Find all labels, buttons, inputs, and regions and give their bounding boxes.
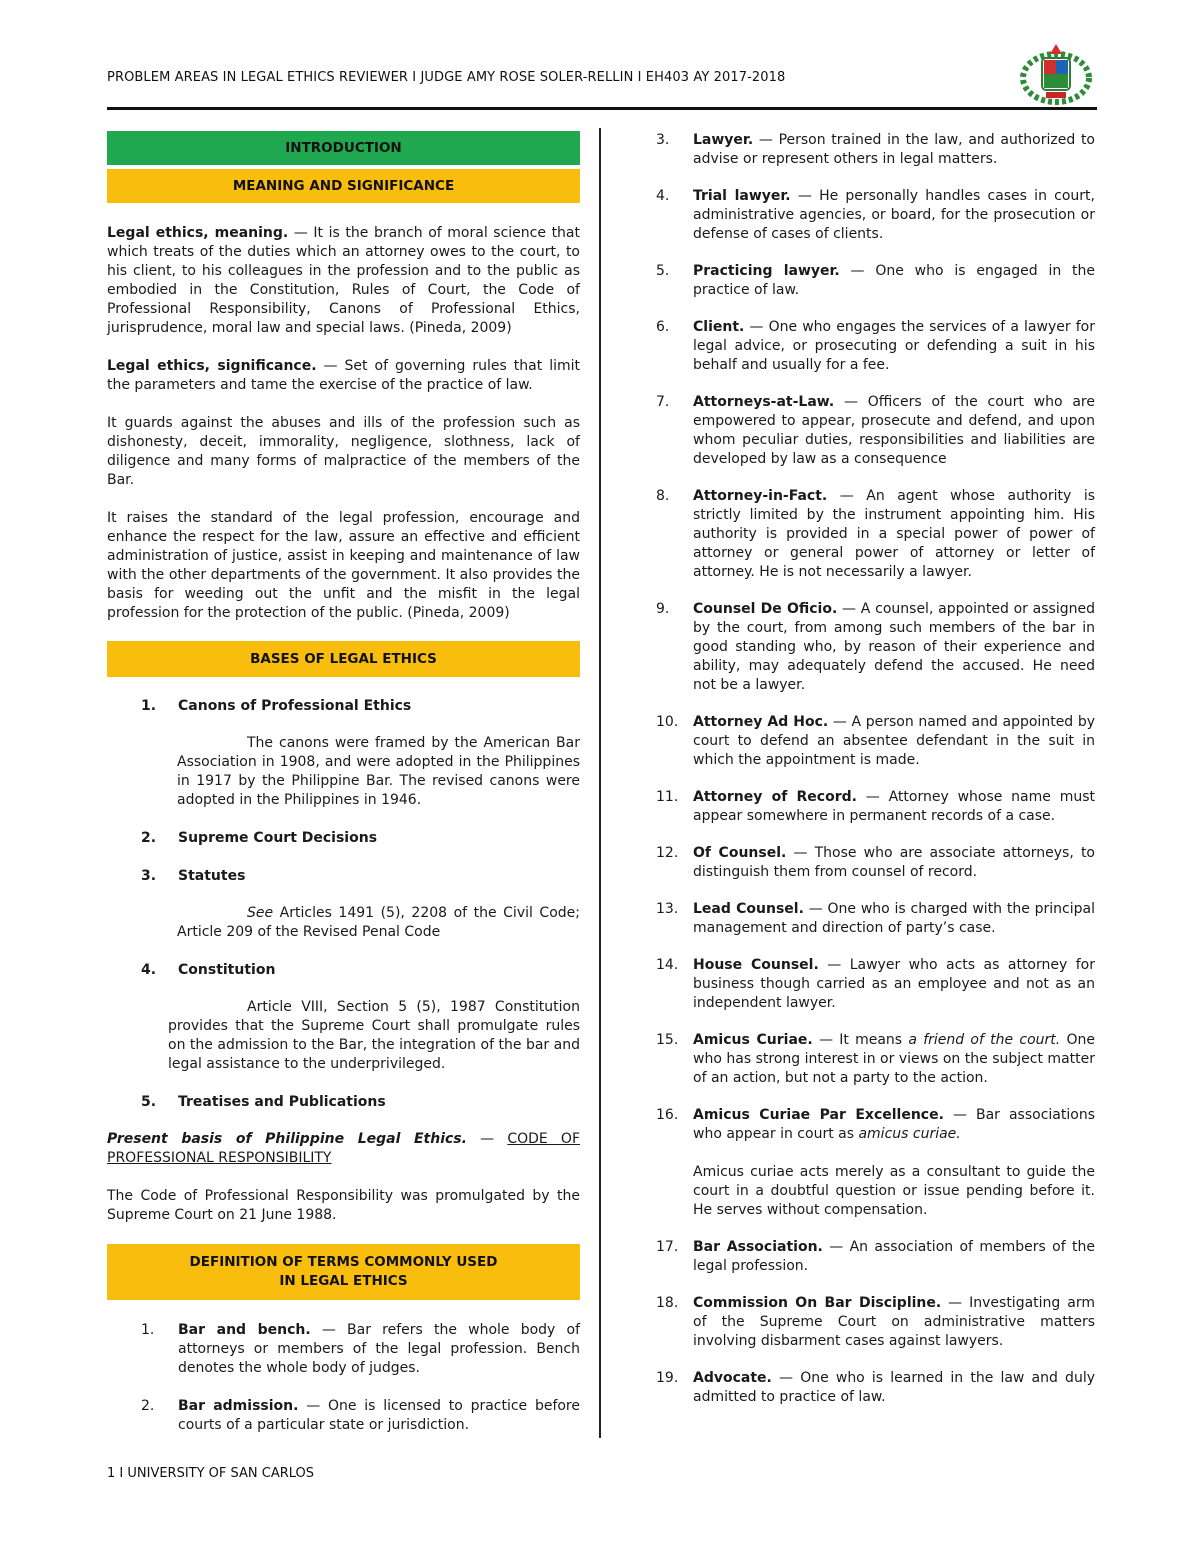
definition-text: — He personally handles cases in court, administrative agencies, or board, for the prosecution or defense of cases of clients. — [693, 188, 1095, 242]
guards-paragraph: It guards against the abuses and ills of the profession such as dishonesty, deceit, immorality, negligence, slothness, lack of diligence and many forms of malpractice of the members of the Bar. — [107, 415, 580, 488]
section-band-definitions — [107, 1244, 580, 1300]
definition-text: — An agent whose authority is strictly limited by the instrument appointing him. His authority is provided in a special power of power of attorney or general power of attorney or letter of attorney. He is not necessarily a lawyer. — [693, 488, 1095, 580]
item-number: 13. — [656, 901, 679, 917]
item-number: 7. — [656, 394, 670, 410]
definition-item — [656, 1031, 1095, 1088]
term: Trial lawyer. — [693, 188, 791, 204]
definition-item — [656, 600, 1095, 695]
definition-paragraph — [693, 1294, 1095, 1351]
bases-item — [107, 867, 580, 886]
item-number: 5. — [656, 263, 670, 279]
item-number: 5. — [141, 1094, 157, 1110]
term: Amicus Curiae Par Excellence. — [693, 1107, 944, 1123]
raises-paragraph: It raises the standard of the legal profession, encourage and enhance the respect for the law, assure an effective and efficient administration of justice, assist in keeping and maintenance of law with the other departments of the government. It also provides the basis for weeding out the unfit and the misfit in the legal profession for the protection of the public. (Pineda, 2009) — [107, 510, 580, 621]
term: Attorney-in-Fact. — [693, 488, 828, 504]
item-number: 4. — [141, 962, 157, 978]
definition-text: — Bar associations who appear in court as — [693, 1107, 1095, 1142]
definition-item — [656, 1106, 1095, 1220]
definition-paragraph — [693, 318, 1095, 375]
definition-text: — Set of governing rules that limit the parameters and tame the exercise of the practice of law. — [107, 358, 580, 393]
band-label: BASES OF LEGAL ETHICS — [250, 650, 437, 667]
definition-paragraph — [693, 262, 1095, 300]
term: Attorney Ad Hoc. — [693, 714, 829, 730]
term: Bar admission. — [178, 1398, 299, 1414]
definition-item — [107, 1397, 580, 1435]
definition-text: — It is the branch of moral science that which treats of the duties which an attorney owes to the court, to his client, to his colleagues in the profession and to the public as embodied in the Constitution, Rules of Court, the Code of Professional Responsibility, Canons of Professional Ethics, jurisprudence, moral law and special laws. (Pineda, 2009) — [107, 225, 580, 336]
bases-item — [107, 961, 580, 980]
definition-text: — A person named and appointed by court to defend an absentee defendant in the suit in which the appointment is made. — [693, 714, 1095, 768]
term: Bar Association. — [693, 1239, 823, 1255]
term: Of Counsel. — [693, 845, 787, 861]
bases-item — [107, 1093, 580, 1112]
definition-text: — It means — [812, 1032, 909, 1048]
item-number: 14. — [656, 957, 679, 973]
definition-text: — An association of members of the legal profession. — [693, 1239, 1095, 1274]
definition-item — [656, 187, 1095, 244]
present-basis-paragraph — [107, 1130, 580, 1168]
definition-paragraph — [693, 1369, 1095, 1407]
definition-paragraph — [693, 956, 1095, 1013]
item-title: Treatises and Publications — [178, 1094, 386, 1110]
definition-extra: Amicus curiae acts merely as a consultant to guide the court in a doubtful question or issue pending before it. He serves without compensation. — [693, 1164, 1095, 1218]
item-number: 1. — [141, 698, 157, 714]
definition-paragraph — [693, 600, 1095, 695]
item-number: 6. — [656, 319, 670, 335]
item-number: 11. — [656, 789, 679, 805]
definition-item — [656, 1238, 1095, 1276]
bases-item-text — [177, 904, 580, 942]
header-rule — [107, 107, 1097, 110]
see-label: See — [247, 905, 274, 921]
definition-item — [656, 844, 1095, 882]
item-title: Supreme Court Decisions — [178, 830, 378, 846]
definition-paragraph — [693, 713, 1095, 770]
definition-text: — One who engages the services of a lawyer for legal advice, or prosecuting or defending a suit in his behalf and usually for a fee. — [693, 319, 1095, 373]
term: Counsel De Oficio. — [693, 601, 838, 617]
definition-paragraph — [693, 788, 1095, 826]
definition-text: — One who is engaged in the practice of law. — [693, 263, 1096, 298]
term: House Counsel. — [693, 957, 819, 973]
section-band-bases — [107, 641, 580, 677]
definition-text: — Officers of the court who are empowered to appear, prosecute and defend, and upon whom peculiar duties, responsibilities and liabilities are developed by law as a consequence — [693, 394, 1095, 467]
definition-italic: amicus curiae. — [858, 1126, 961, 1142]
item-number: 3. — [656, 132, 670, 148]
definition-item — [656, 131, 1095, 169]
item-number: 16. — [656, 1107, 679, 1123]
definition-text: — Those who are associate attorneys, to distinguish them from counsel of record. — [693, 845, 1095, 880]
definition-item — [656, 262, 1095, 300]
section-band-meaning — [107, 169, 580, 203]
item-number: 1. — [141, 1322, 155, 1338]
definition-text: — Attorney whose name must appear somewhere in permanent records of a case. — [693, 789, 1095, 824]
bases-item-text: Article VIII, Section 5 (5), 1987 Constitution provides that the Supreme Court shall promulgate rules on the admission to the Bar, the integration of the bar and legal assistance to the underprivileged. — [168, 999, 580, 1072]
page-header-title: PROBLEM AREAS IN LEGAL ETHICS REVIEWER I JUDGE AMY ROSE SOLER-RELLIN I EH403 AY 2017-2018 — [107, 70, 786, 85]
term: Attorney of Record. — [693, 789, 857, 805]
term: Legal ethics, meaning. — [107, 225, 289, 241]
definition-item — [656, 1294, 1095, 1351]
item-number: 19. — [656, 1370, 679, 1386]
term: Amicus Curiae. — [693, 1032, 813, 1048]
definition-item — [656, 318, 1095, 375]
definition-item — [656, 900, 1095, 938]
term: Attorneys-at-Law. — [693, 394, 835, 410]
item-title: Statutes — [178, 868, 246, 884]
definition-item — [656, 487, 1095, 582]
definition-item — [656, 713, 1095, 770]
band-label-line1: DEFINITION OF TERMS COMMONLY USED — [189, 1254, 498, 1270]
item-number: 9. — [656, 601, 670, 617]
item-number: 17. — [656, 1239, 679, 1255]
definition-paragraph — [693, 187, 1095, 244]
page-footer: 1 I UNIVERSITY OF SAN CARLOS — [107, 1466, 315, 1481]
definition-text: — A counsel, appointed or assigned by the court, from among such members of the bar in good standing who, by reason of their experience and ability, may adequately defend the accused. He need not be a lawyer. — [693, 601, 1095, 693]
code-paragraph: The Code of Professional Responsibility was promulgated by the Supreme Court on 21 June 1988. — [107, 1188, 580, 1223]
definition-paragraph — [693, 844, 1095, 882]
item-title: Constitution — [178, 962, 276, 978]
definition-text: — Lawyer who acts as attorney for business though carried as an employee and not as an independent lawyer. — [693, 957, 1095, 1011]
column-divider — [599, 128, 601, 1438]
term: Practicing lawyer. — [693, 263, 840, 279]
left-column — [107, 131, 580, 1435]
section-band-introduction — [107, 131, 580, 165]
present-basis-dash: — — [466, 1131, 508, 1147]
definition-item — [656, 788, 1095, 826]
item-number: 3. — [141, 868, 157, 884]
definition-paragraph — [693, 900, 1095, 938]
statutes-text: Articles 1491 (5), 2208 of the Civil Code; Article 209 of the Revised Penal Code — [177, 905, 580, 940]
meaning-paragraph — [107, 224, 580, 338]
definition-italic: a friend of the court. — [908, 1032, 1061, 1048]
term: Advocate. — [693, 1370, 772, 1386]
definition-paragraph — [693, 393, 1095, 469]
present-basis-value: CODE OF PROFESSIONAL RESPONSIBILITY — [107, 1131, 580, 1166]
definition-item — [656, 393, 1095, 469]
item-number: 10. — [656, 714, 679, 730]
definition-paragraph — [693, 1031, 1095, 1088]
definition-paragraph — [693, 1238, 1095, 1276]
definition-text: — Person trained in the law, and authorized to advise or represent others in legal matters. — [693, 132, 1095, 167]
item-number: 4. — [656, 188, 670, 204]
band-label-line2: IN LEGAL ETHICS — [279, 1273, 408, 1289]
definition-text: — Investigating arm of the Supreme Court on administrative matters involving disbarment cases against lawyers. — [693, 1295, 1095, 1349]
definition-item — [107, 1321, 580, 1378]
definition-item — [656, 956, 1095, 1013]
term: Bar and bench. — [178, 1322, 311, 1338]
term: Lawyer. — [693, 132, 754, 148]
definition-paragraph — [693, 1106, 1095, 1144]
significance-paragraph — [107, 357, 580, 395]
item-number: 15. — [656, 1032, 679, 1048]
bases-item-text: The canons were framed by the American Bar Association in 1908, and were adopted in the Philippines in 1917 by the Philippine Bar. The revised canons were adopted in the Philippines in 1946. — [177, 735, 580, 808]
present-basis-term: Present basis of Philippine Legal Ethics. — [107, 1131, 467, 1147]
definition-paragraph — [693, 487, 1095, 582]
term: Commission On Bar Discipline. — [693, 1295, 942, 1311]
item-number: 2. — [141, 830, 157, 846]
definition-paragraph — [693, 131, 1095, 169]
item-number: 8. — [656, 488, 670, 504]
definition-text: — One is licensed to practice before courts of a particular state or jurisdiction. — [178, 1398, 580, 1433]
band-label: MEANING AND SIGNIFICANCE — [232, 177, 455, 194]
bases-item — [107, 829, 580, 848]
definition-tail: One who has strong interest in or views on the subject matter of an action, but not a party to the action. — [693, 1032, 1095, 1086]
band-label: INTRODUCTION — [285, 139, 402, 156]
term: Client. — [693, 319, 745, 335]
definition-text: — Bar refers the whole body of attorneys or members of the legal profession. Bench denotes the whole body of judges. — [178, 1322, 580, 1376]
item-title: Canons of Professional Ethics — [178, 698, 412, 714]
item-number: 18. — [656, 1295, 679, 1311]
university-seal-icon — [1016, 38, 1096, 106]
definition-text: — One who is charged with the principal management and direction of party’s case. — [693, 901, 1095, 936]
item-number: 12. — [656, 845, 679, 861]
definition-text: — One who is learned in the law and duly admitted to practice of law. — [693, 1370, 1095, 1405]
right-column — [656, 131, 1095, 1407]
definition-item — [656, 1369, 1095, 1407]
term: Lead Counsel. — [693, 901, 804, 917]
bases-item — [107, 697, 580, 716]
term: Legal ethics, significance. — [107, 358, 317, 374]
item-number: 2. — [141, 1398, 155, 1414]
